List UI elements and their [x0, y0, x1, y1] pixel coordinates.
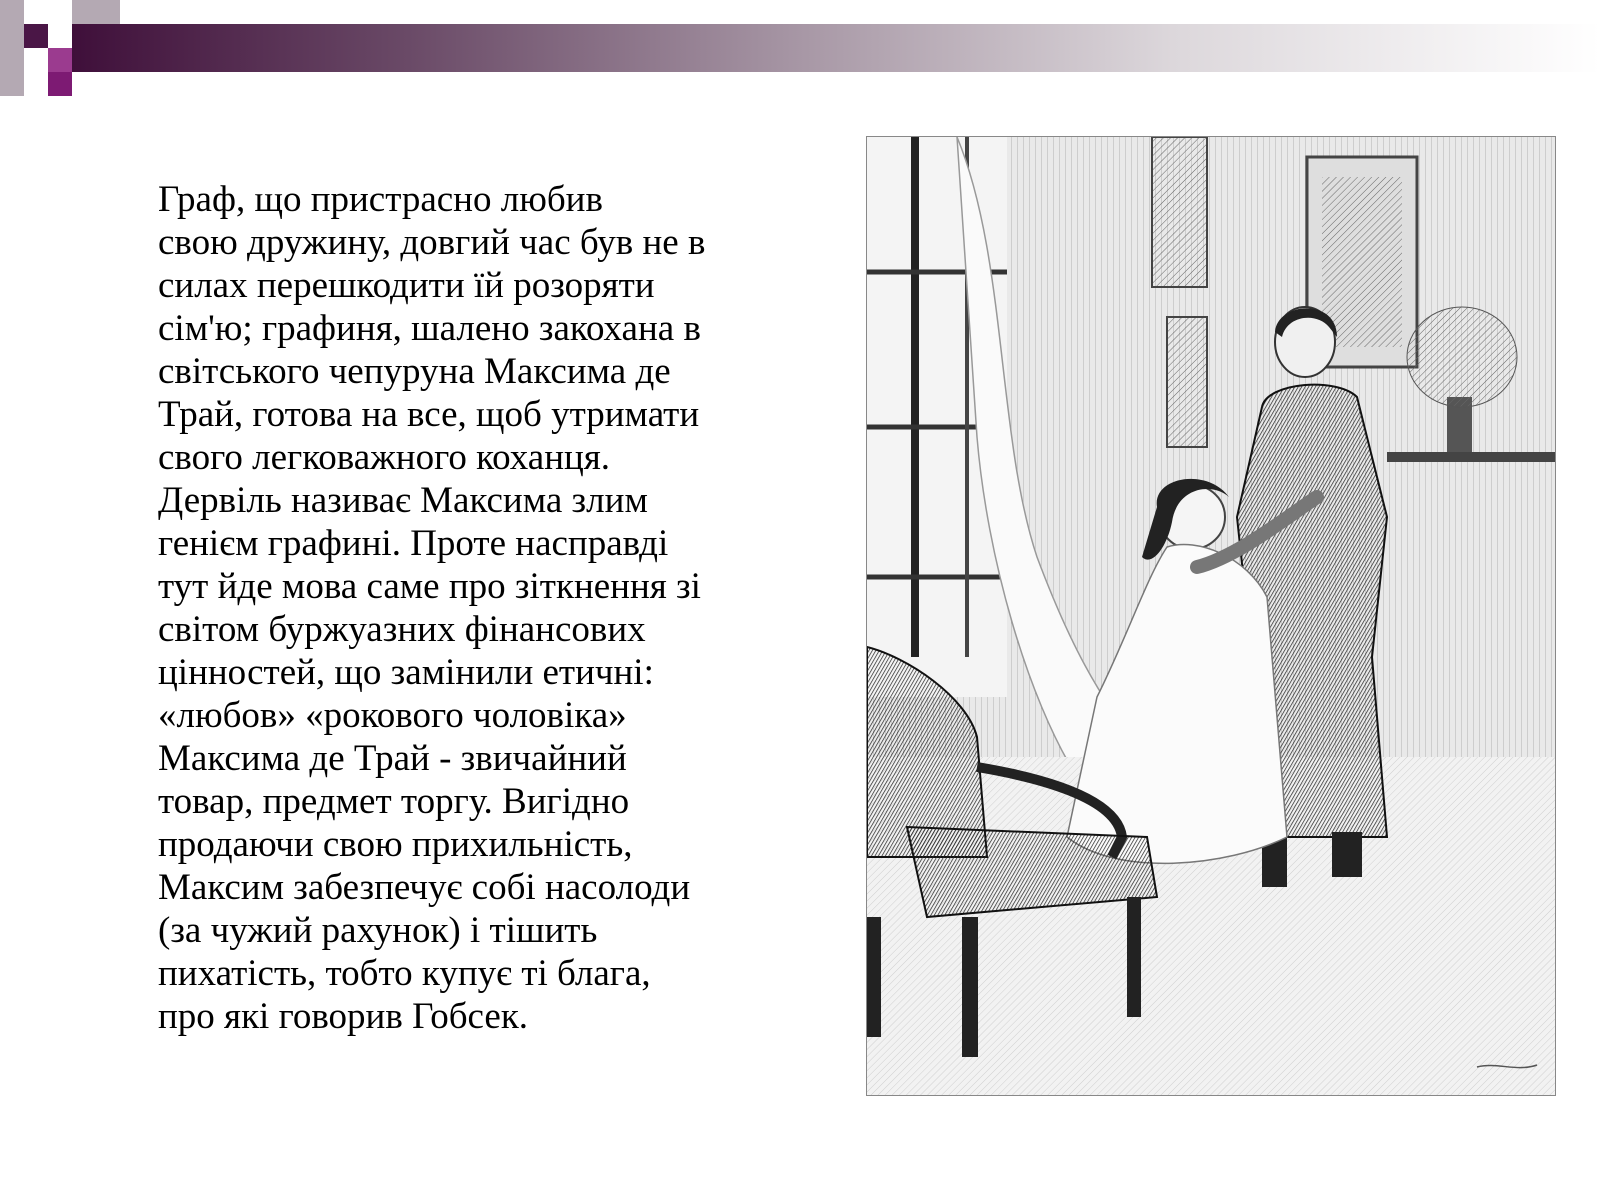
decor-square	[24, 24, 48, 48]
decor-square	[48, 48, 72, 72]
decor-square	[72, 0, 120, 24]
engraving-illustration	[866, 136, 1556, 1096]
slide-body-text: Граф, що пристрасно любив свою дружину, довгий час був не в силах перешкодити їй розоряти сім'ю; графиня, шалено закохана в світського чепуруна Максима де Трай, готова на все, щоб утримати свого легковажного коханця. Дервіль називає Максима злим генієм графині. Проте насправді тут йде мова саме про зіткнення зі світом буржуазних фінансових цінностей, що замінили етичні: «любов» «рокового чоловіка» Максима де Трай - звичайний товар, предмет торгу. Вигідно продаючи свою прихильність, Максим забезпечує собі насолоди (за чужий рахунок) і тішить пихатість, тобто купує ті блага, про які говорив Гобсек.	[158, 179, 706, 1037]
header-gradient-bar	[72, 24, 1600, 72]
decor-square	[0, 0, 24, 96]
